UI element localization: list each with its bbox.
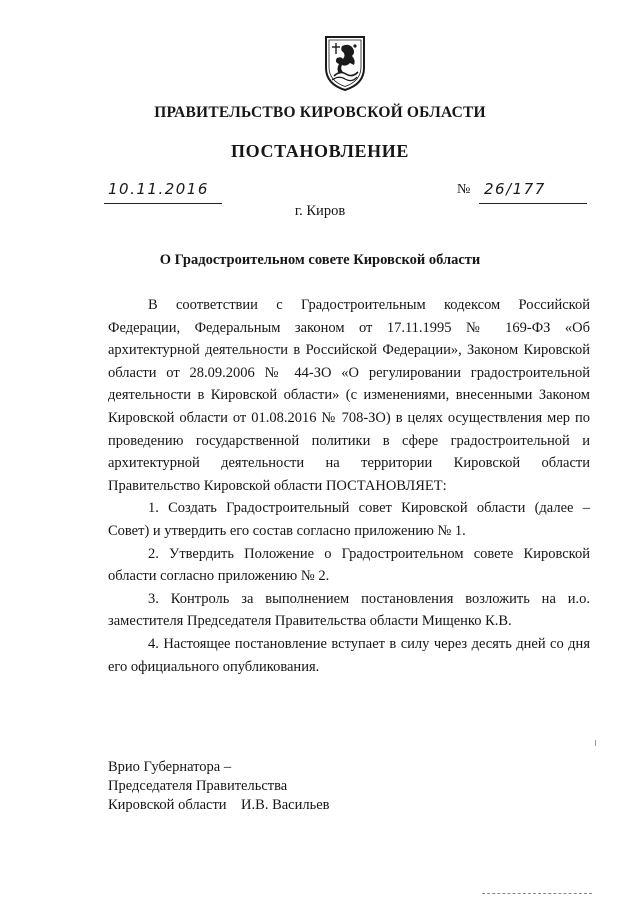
document-type: ПОСТАНОВЛЕНИЕ xyxy=(231,141,409,161)
organization-name: ПРАВИТЕЛЬСТВО КИРОВСКОЙ ОБЛАСТИ xyxy=(154,104,486,121)
document-title: О Градостроительном совете Кировской области xyxy=(159,252,481,268)
preamble-paragraph xyxy=(108,294,590,497)
item-3: 3. Контроль за выполнением постановления возложить на и.о. заместителя Председателя Правительства области Мищенко К.В. xyxy=(108,590,590,630)
footer-mark xyxy=(482,893,592,895)
item-4: 4. Настоящее постановление вступает в силу через десять дней со дня его официального опубликования. xyxy=(108,635,590,675)
signature-line-2: Председателя Правительства xyxy=(108,778,288,794)
signature-line-3 xyxy=(108,796,330,815)
signature-name: И.В. Васильев xyxy=(241,797,330,813)
signature-region: Кировской области xyxy=(108,797,227,813)
signature-line-1: Врио Губернатора – xyxy=(108,759,232,775)
preamble-text: В соответствии с Градостроительным кодексом Российской Федерации, Федеральным законом от 17.11.1995 № 169-ФЗ «Об архитектурной деятельности в Российской Федерации», Законом Кировской области от 28.09.2006 № 44-ЗО «О регулировании градостроительной деятельности в Кировской области» (с изменениями, внесенными Законом Кировской области от 01.08.2016 № 708-ЗО) в целях осуществления мер по проведению государственной политики в сфере градостроительной и архитектурной деятельности на территории Кировской области Правительство Кировской области xyxy=(108,297,590,494)
item-2: 2. Утвердить Положение о Градостроительном совете Кировской области согласно приложению № 2. xyxy=(108,545,590,585)
scan-mark xyxy=(595,740,596,746)
document-number: 26/177 xyxy=(484,180,546,198)
document-body xyxy=(108,294,590,678)
item-1: 1. Создать Градостроительный совет Кировской области (далее – Совет) и утвердить его состав согласно приложению № 1. xyxy=(108,500,590,539)
signature-block xyxy=(108,758,330,815)
number-label: № xyxy=(457,182,471,197)
coat-of-arms-emblem xyxy=(322,34,368,92)
city-name: г. Киров xyxy=(294,203,346,219)
resolves-text: ПОСТАНОВЛЯЕТ: xyxy=(325,477,447,494)
document-date: 10.11.2016 xyxy=(108,180,209,198)
